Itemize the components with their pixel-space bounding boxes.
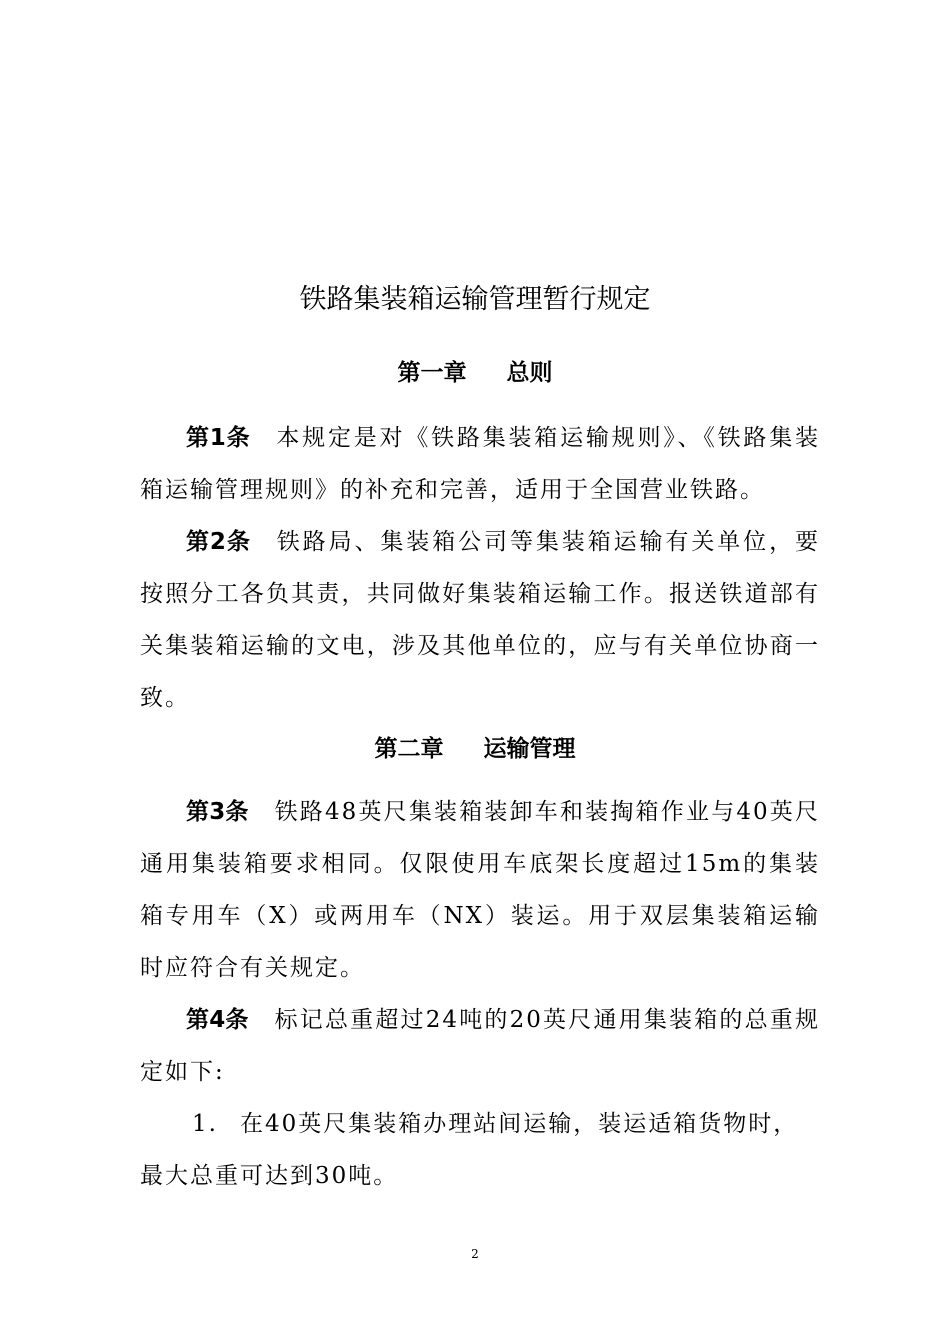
item-number: 1.: [192, 1111, 218, 1137]
chapter-number: 第一章: [397, 360, 467, 386]
chapter-name: 运输管理: [483, 736, 576, 762]
chapter-heading-1: [0, 356, 950, 390]
article-3: [140, 786, 820, 994]
article-2: [140, 516, 820, 724]
article-1: [140, 412, 820, 516]
chapter-name: 总则: [506, 360, 553, 386]
article-label: 第1条: [186, 425, 251, 451]
article-label: 第4条: [186, 1007, 249, 1033]
list-item: [140, 1098, 820, 1202]
document-title: 铁路集装箱运输管理暂行规定: [299, 284, 651, 315]
page-number: 2: [471, 1247, 479, 1261]
item-text: 在40英尺集装箱办理站间运输，装运适箱货物时，最大总重可达到30吨。: [140, 1111, 799, 1189]
chapter-heading-2: [0, 732, 950, 766]
article-text: 铁路局、集装箱公司等集装箱运输有关单位，要按照分工各负其责，共同做好集装箱运输工作。报送铁道部有关集装箱运输的文电，涉及其他单位的，应与有关单位协商一致。: [140, 529, 820, 711]
article-4: [140, 994, 820, 1098]
chapter-number: 第二章: [374, 736, 444, 762]
article-text: 铁路48英尺集装箱装卸车和装掏箱作业与40英尺通用集装箱要求相同。仅限使用车底架长度超过15m的集装箱专用车（X）或两用车（NX）装运。用于双层集装箱运输时应符合有关规定。: [140, 799, 820, 981]
article-label: 第2条: [186, 529, 251, 555]
article-text: 标记总重超过24吨的20英尺通用集装箱的总重规定如下:: [140, 1007, 820, 1085]
article-text: 本规定是对《铁路集装箱运输规则》、《铁路集装箱运输管理规则》的补充和完善，适用于全国营业铁路。: [140, 425, 821, 503]
article-label: 第3条: [186, 799, 249, 825]
